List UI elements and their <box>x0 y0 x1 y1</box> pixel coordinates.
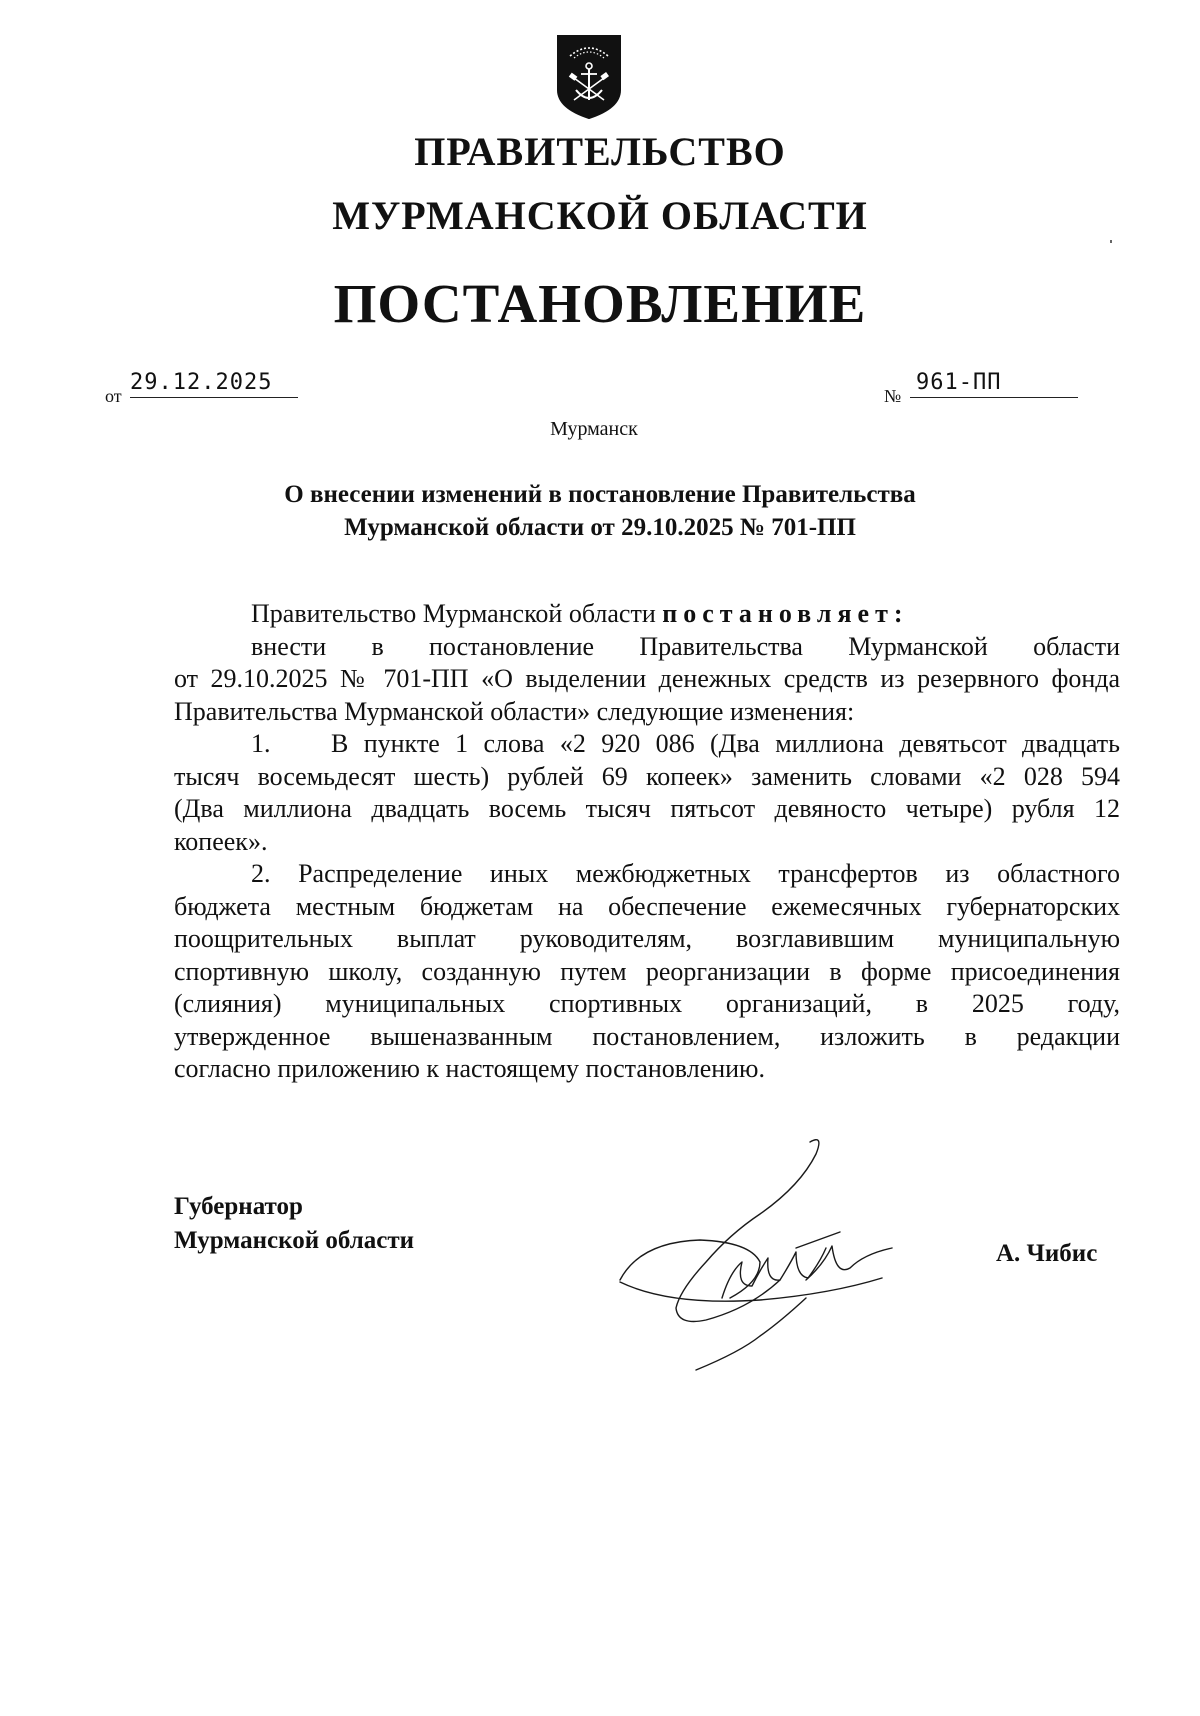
item2-line: поощрительных выплат руководителям, возглавившим муниципальную <box>174 924 1120 953</box>
org-name-line2: МУРМАНСКОЙ ОБЛАСТИ <box>332 193 868 238</box>
document-type: ПОСТАНОВЛЕНИЕ <box>333 273 867 334</box>
document-body <box>174 598 1120 1086</box>
document-subject <box>0 478 1200 544</box>
paragraph-line: от 29.10.2025 № 701-ПП «О выделении денежных средств из резервного фонда <box>174 664 1120 693</box>
intro-line <box>174 598 1120 631</box>
item2-line: согласно приложению к настоящему постановлению. <box>174 1054 765 1083</box>
item-text: В пункте 1 слова «2 920 086 (Два миллиона девятьсот двадцать <box>331 729 1120 758</box>
item2-line: спортивную школу, созданную путем реорганизации в форме присоединения <box>174 956 1120 986</box>
item1-line: тысяч восемьдесят шесть) рублей 69 копеек» заменить словами «2 028 594 <box>174 761 1120 791</box>
intro-resolves: постановляет: <box>662 599 909 628</box>
date-prefix: от <box>105 386 122 406</box>
item2-line: (слияния) муниципальных спортивных организаций, в 2025 году, <box>174 989 1120 1018</box>
item-number: 1. <box>251 729 271 758</box>
item2-line: бюджета местным бюджетам на обеспечение ежемесячных губернаторских <box>174 891 1120 921</box>
intro-text: Правительство Мурманской области <box>251 599 663 628</box>
scan-speck <box>1110 240 1112 243</box>
paragraph-line: Правительства Мурманской области» следующие изменения: <box>174 696 855 726</box>
item1-line: (Два миллиона двадцать восемь тысяч пятьсот девяносто четыре) рубля 12 <box>174 794 1120 823</box>
signatory-title-line: Губернатор <box>174 1193 303 1220</box>
org-name-line1: ПРАВИТЕЛЬСТВО <box>414 129 786 174</box>
item2-line: утвержденное вышеназванным постановлением, изложить в редакции <box>174 1021 1120 1051</box>
document-number: 961-ПП <box>910 370 1078 398</box>
subject-line: Мурманской области от 29.10.2025 № 701-ПП <box>344 514 856 541</box>
document-date: 29.12.2025 <box>130 370 298 398</box>
signatory-name: А. Чибис <box>996 1240 1098 1267</box>
coat-of-arms-icon <box>556 34 622 120</box>
signatory-title-line: Мурманской области <box>174 1227 415 1254</box>
city: Мурманск <box>550 418 638 440</box>
handwritten-signature-icon <box>610 1130 910 1380</box>
item2-line: 2. Распределение иных межбюджетных трансфертов из областного <box>251 859 1120 888</box>
signatory-title <box>174 1190 414 1258</box>
item1-line: копеек». <box>174 826 268 856</box>
subject-line: О внесении изменений в постановление Правительства <box>284 481 916 508</box>
paragraph-line: внести в постановление Правительства Мурманской области <box>251 631 1120 661</box>
item1-line <box>174 728 1120 761</box>
number-prefix: № <box>884 386 902 406</box>
